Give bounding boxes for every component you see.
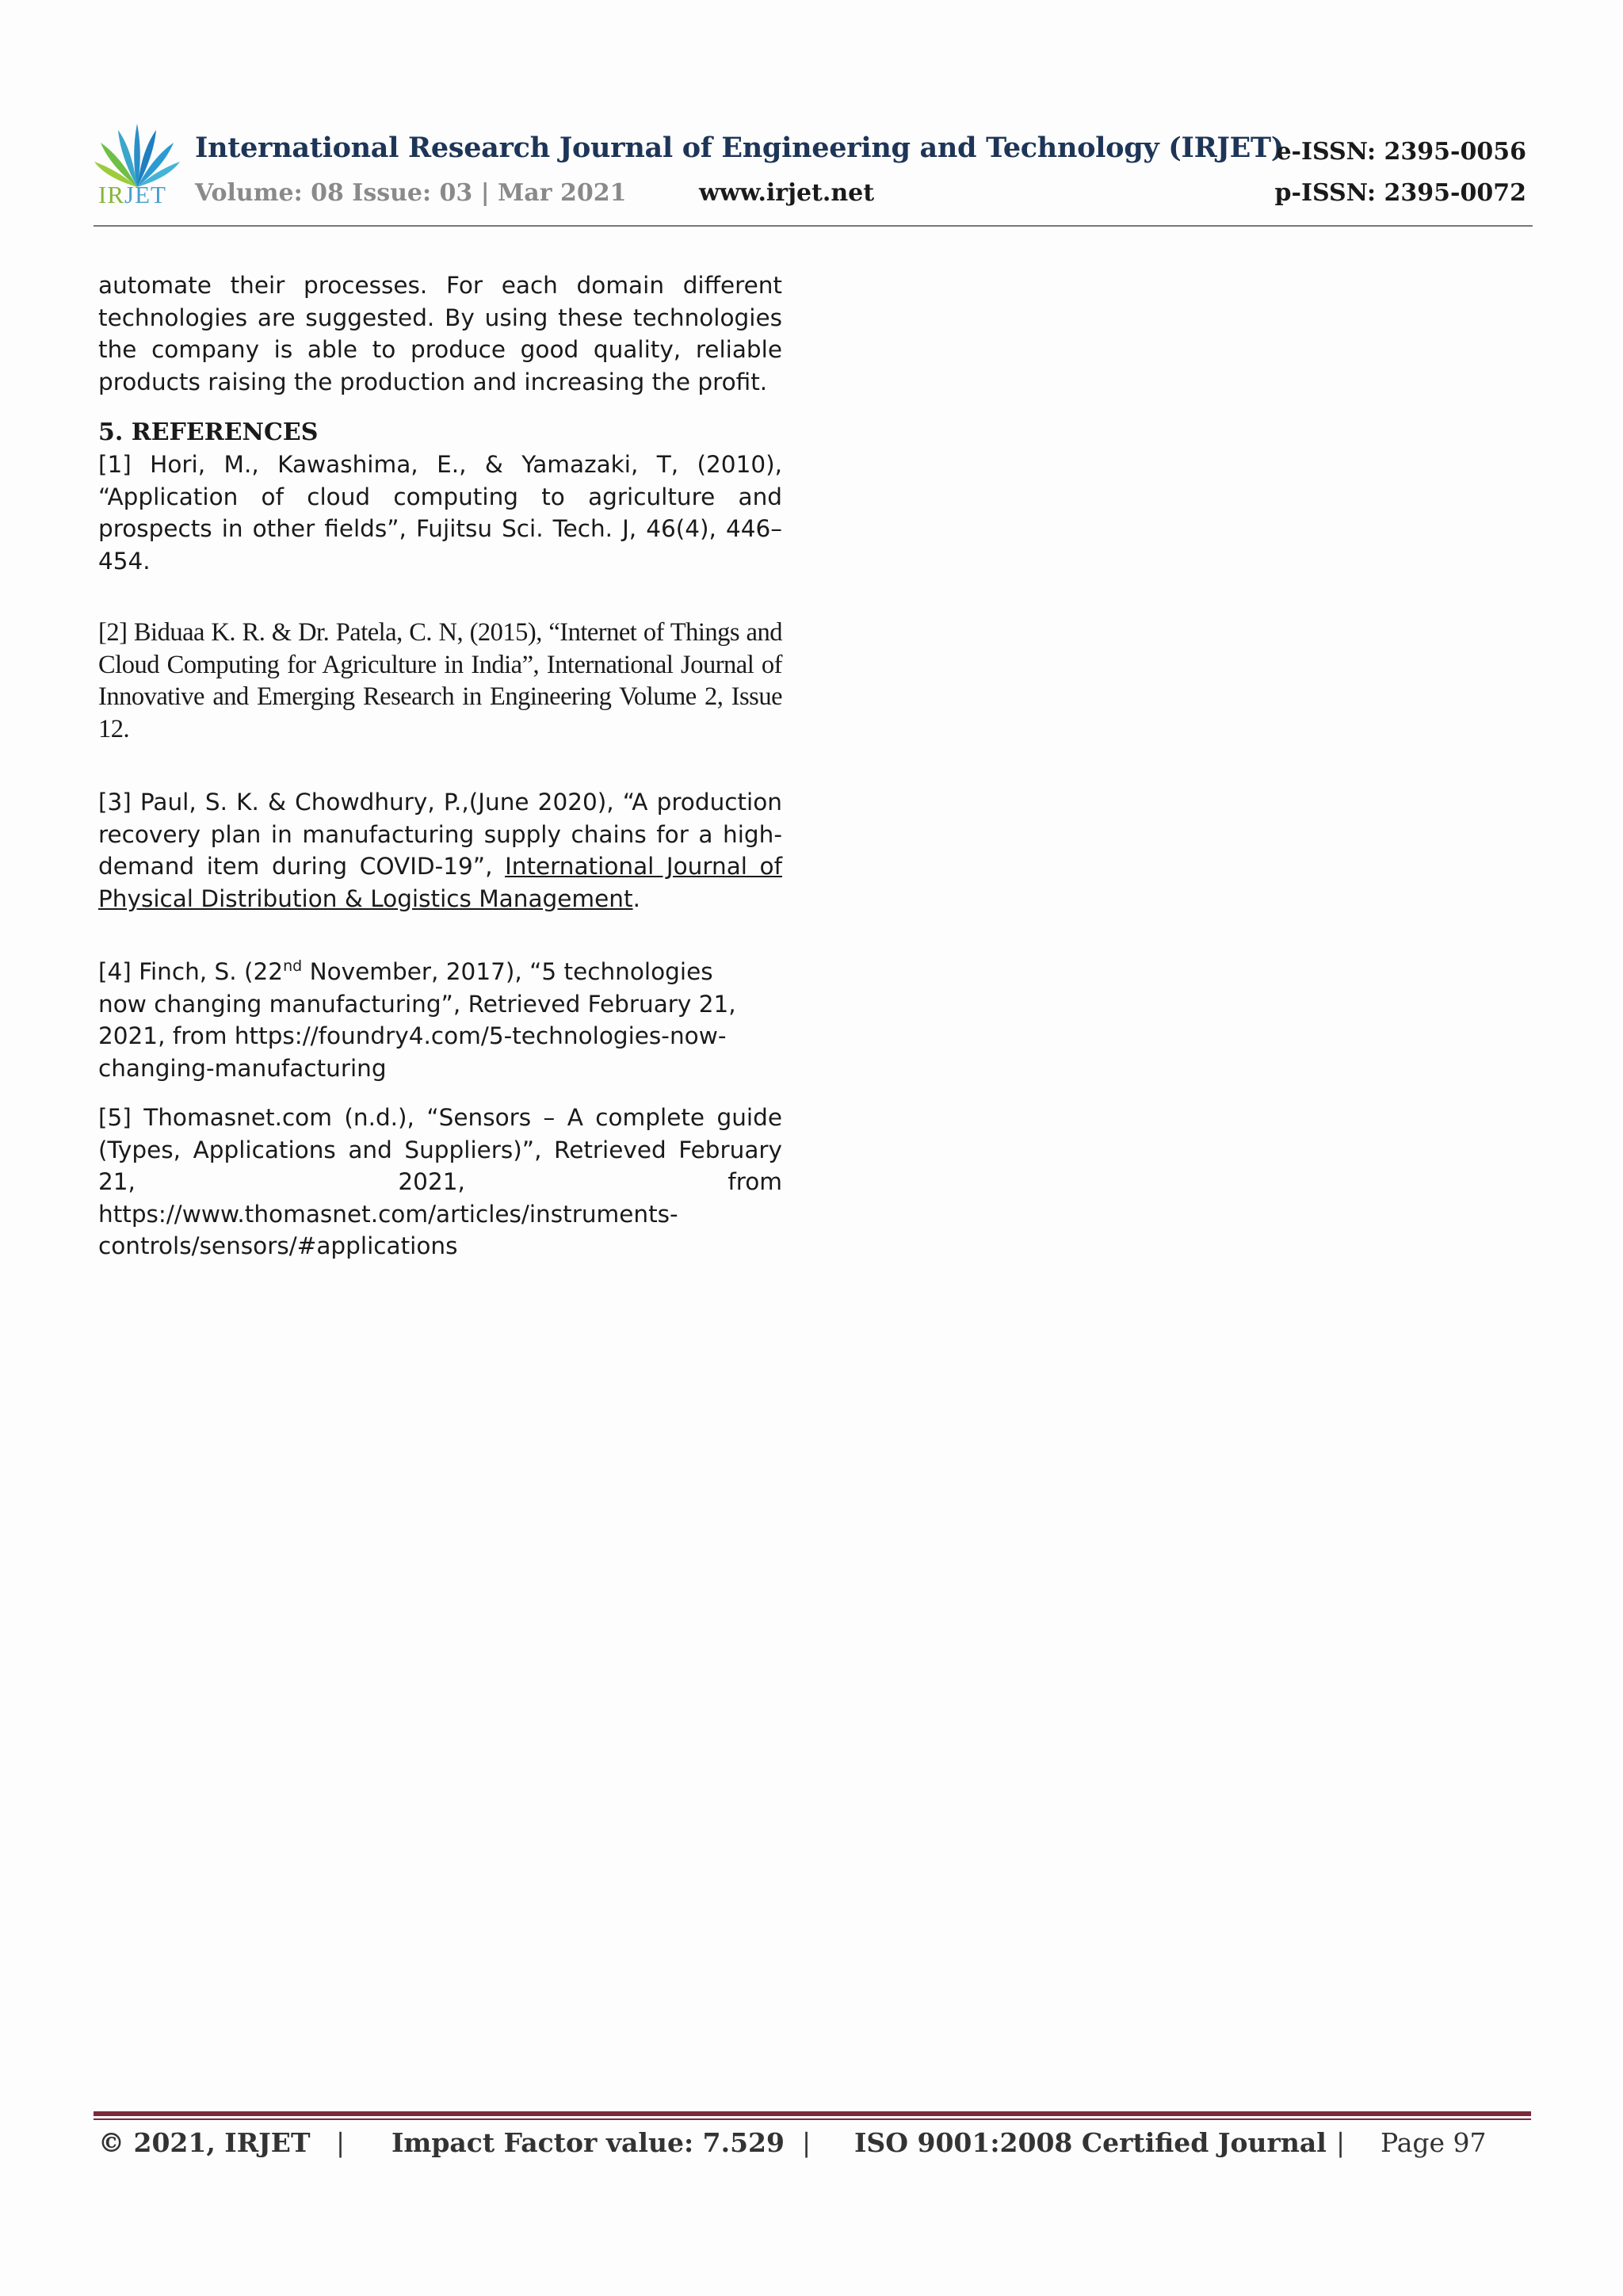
volume-issue: Volume: 08 Issue: 03 | Mar 2021: [195, 179, 627, 207]
reference-3-text: [3] Paul, S. K. & Chowdhury, P.,(June 2020), “A production recovery plan in manufacturing supply chains for a high-demand item during COVID-19”,: [98, 789, 782, 880]
reference-3-end: .: [632, 884, 640, 912]
reference-5-main: [5] Thomasnet.com (n.d.), “Sensors – A complete guide (Types, Applications and Suppliers)”, Retrieved February 21, 2021, from: [98, 1104, 782, 1195]
e-issn: e-ISSN: 2395-0056: [1276, 138, 1526, 166]
reference-4: [98, 956, 756, 1084]
page-header: [0, 0, 1623, 230]
reference-5-url[interactable]: https://www.thomasnet.com/articles/instruments-controls/sensors/#applications: [98, 1200, 678, 1259]
page-footer: [98, 2127, 1525, 2167]
reference-4-superscript: nd: [283, 957, 303, 976]
reference-4-rest: November, 2017), “5 technologies now changing manufacturing”, Retrieved February 21, 2021, from https://foundry4.com/5-technologies-now-changing-manufacturing: [98, 958, 736, 1082]
footer-separator: |: [802, 2127, 812, 2158]
reference-1: [1] Hori, M., Kawashima, E., & Yamazaki, T, (2010), “Application of cloud computing to agriculture and prospects in other fields”, Fujitsu Sci. Tech. J, 46(4), 446–454.: [98, 451, 782, 575]
footer-separator: |: [336, 2127, 346, 2158]
footer-divider-thick: [94, 2111, 1531, 2116]
reference-3: [98, 786, 782, 915]
footer-separator: |: [1336, 2127, 1346, 2158]
intro-paragraph: automate their processes. For each domain different technologies are suggested. By using these technologies the company is able to produce good quality, reliable products raising the production and increasing the profit.: [98, 272, 782, 395]
p-issn: p-ISSN: 2395-0072: [1274, 179, 1526, 207]
reference-2: [2] Biduaa K. R. & Dr. Patela, C. N, (2015), “Internet of Things and Cloud Computing for Agriculture in India”, International Journal of Innovative and Emerging Research in Engineering Volume 2, Issue 12.: [98, 618, 782, 743]
journal-title: International Research Journal of Engineering and Technology (IRJET): [195, 132, 1285, 164]
text-column: [98, 269, 782, 1263]
logo-wordmark: IRJET: [98, 181, 166, 208]
footer-impact-factor: Impact Factor value: 7.529: [391, 2127, 785, 2158]
footer-iso: ISO 9001:2008 Certified Journal: [854, 2127, 1327, 2158]
footer-copyright: © 2021, IRJET: [98, 2127, 311, 2158]
header-divider: [94, 225, 1533, 227]
footer-divider-thin: [94, 2118, 1531, 2120]
reference-5: [98, 1102, 782, 1263]
footer-page-number: Page 97: [1381, 2127, 1487, 2158]
reference-4-start: [4] Finch, S. (22: [98, 958, 284, 985]
reference-3-journal-link[interactable]: International Journal of Physical Distribution & Logistics Management: [98, 853, 782, 912]
section-title: 5. REFERENCES: [98, 418, 319, 446]
website-link[interactable]: www.irjet.net: [699, 179, 875, 207]
